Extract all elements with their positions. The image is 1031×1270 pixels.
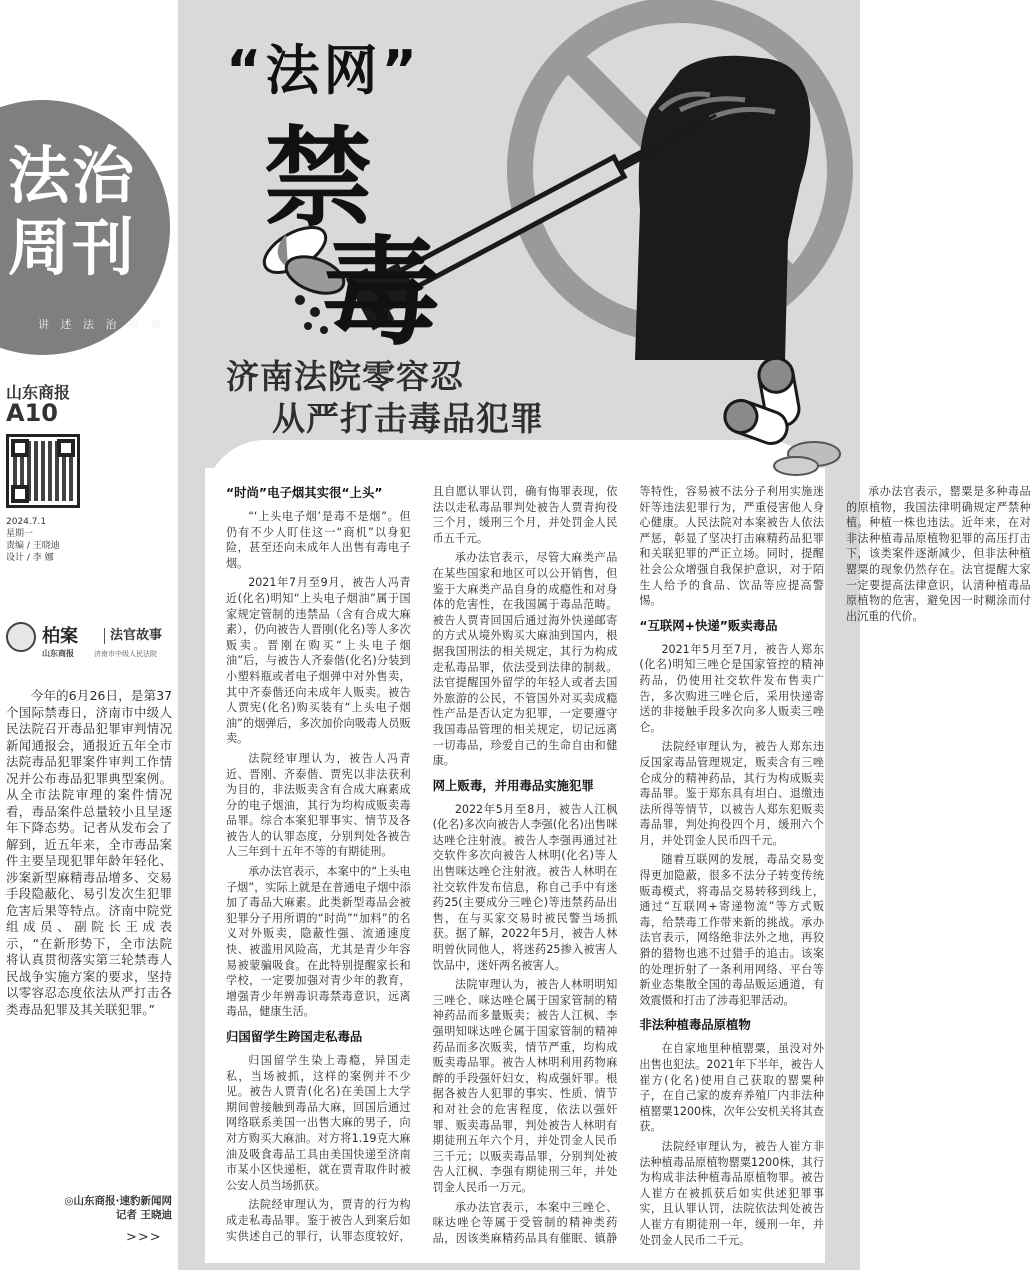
column-sub-left: 山东商报 xyxy=(42,649,74,658)
raised-fist-icon xyxy=(635,56,810,360)
column-badge xyxy=(6,622,174,668)
lead-credit-reporter: 记者 王晓迪 xyxy=(115,1209,172,1221)
lead-credit xyxy=(6,1194,172,1222)
article-body xyxy=(226,484,1031,1254)
section-paragraph: 法院经审理认为，被告人冯青近、晋刚、齐泰偕、贾宪以非法获利为目的，非法贩卖含有合成大麻素成分的电子烟油，其行为均构成贩卖毒品罪。综合本案犯罪事实、情节及各被告人的认罪态度，分别判处各被告人三年到十五年不等的有期徒刑。 xyxy=(226,751,411,859)
section-paragraph: 承办法官表示，本案中的“上头电子烟”，实际上就是在普通电子烟中添加了毒品大麻素。此类新型毒品会被犯罪分子用所谓的“时尚”“加料”的名义对外贩卖，隐蔽性强、流通速度快、被滥用风险高，尤其是青少年容易被蒙骗吸食。在此特别提醒家长和学校，一定要加强对青少年的教育，增强青少年辨毒识毒禁毒意识，远离毒品，健康生活。 xyxy=(226,865,411,1019)
masthead-title-line1: 法治 xyxy=(8,139,137,212)
masthead-title-line2: 周刊 xyxy=(8,211,137,284)
section-paragraph: 2021年7月至9月，被告人冯青近(化名)明知“上头电子烟油”属于国家规定管制的违禁品（含有合成大麻素），仍向被告人晋刚(化名)等人多次贩卖。晋刚在购买“上头电子烟油”后，与被告人齐泰偕(化名)分装到小塑料瓶或者电子烟弹中对外售卖，其中齐泰偕还向未成年人贩卖。被告人贾宪(化名)购买装有“上头电子烟油”的烟弹后，多次加价向吸毒人员贩卖。 xyxy=(226,576,411,746)
issue-date: 2024.7.1 xyxy=(6,517,47,527)
section-paragraph: 承办法官表示，尽管大麻类产品在某些国家和地区可以公开销售，但鉴于大麻类产品自身的成瘾性和对身体的危害性，在我国属于毒品范畴。被告人贾青回国后通过海外快递邮寄的方式从境外购买大麻油到国内，根据我国刑法的相关规定，其行为构成走私毒品罪，依法受到法律的制裁。法官提醒国外留学的年轻人或者去国外旅游的公民，不管国外对买卖成瘾性产品是否认定为犯罪，一定要遵守我国毒品管理的相关规定，切记远离一切毒品，珍爱自己的生命自由和健康。 xyxy=(432,551,618,768)
hero-tag: “法网” xyxy=(226,39,421,102)
section-paragraph: “‘上头电子烟’是毒不是烟”。但仍有不少人盯住这一“商机”以身犯险，甚至还向未成年人出售有毒电子烟。 xyxy=(226,510,411,570)
section-paragraph: 随着互联网的发展，毒品交易变得更加隐蔽，很多不法分子转变传统贩毒模式，将毒品交易转移到线上，通过“互联网+寄递物流”等方式贩毒，给禁毒工作带来新的挑战。承办法官表示，网络绝非法外之地，再狡猾的猎物也逃不过猎手的追击。该案的处理折射了一条利用网络、平台等新业态集散全国的毒品贩运通道，有效震慑和打击了涉毒犯罪活动。 xyxy=(639,853,824,1007)
section-paragraph: 法院经审理认为，被告人崔方非法种植毒品原植物罂粟1200株，其行为构成非法种植毒品原植物罪。被告人崔方在被抓获后如实供述犯罪事实，且认罪认罚，法院依法判处被告人崔方有期徒刑一年，缓刑一年，并处罚金人民币二千元。 xyxy=(639,1139,824,1247)
pills-illustration xyxy=(718,350,850,478)
section-heading: 归国留学生跨国走私毒品 xyxy=(226,1029,363,1044)
section-paragraph: 法院经审理认为，贾青的行为构成走私毒品罪。鉴于被告人到案后如实供述自己的罪行，认罪态度较好，且自愿认罪认罚，确有悔罪表现，依法以走私毒品罪判处被告人贾青拘役三个月，缓刑三个月，并处罚金人民币五千元。 xyxy=(226,485,618,1243)
section-paragraph: 在自家地里种植罂粟，虽没对外出售也犯法。2021年下半年，被告人崔方(化名)使用自己获取的罂粟种子，在自己家的废弃养殖厂内非法种植罂粟1200株，次年公安机关将其查获。 xyxy=(639,1042,824,1134)
section-paragraph: 归国留学生染上毒瘾，异国走私，当场被抓，这样的案例并不少见。被告人贾青(化名)在美国上大学期间曾接触到毒品大麻，回国后通过网络联系美国一出售大麻的男子，向对方购买大麻油。对方将1.19克大麻油及吸食毒品工具由美国快递至济南市某小区快递柜，就在贾青取件时被公安人员当场抓获。 xyxy=(226,1054,411,1192)
masthead-slogan: 讲 述 法 治 故 事 xyxy=(38,318,166,331)
headline-line1: 济南法院零容忍 xyxy=(226,357,464,396)
issue-weekday: 星期一 xyxy=(6,529,34,539)
column-sub-right: 济南市中级人民法院 xyxy=(94,650,157,658)
section-heading: “互联网+快递”贩卖毒品 xyxy=(639,617,778,633)
section-heading: 网上贩毒，并用毒品实施犯罪 xyxy=(432,777,594,793)
masthead-title xyxy=(8,140,136,284)
column-story-label: 法官故事 xyxy=(110,628,163,643)
continue-arrows[interactable]: >>> xyxy=(126,1230,162,1245)
tablet-icon xyxy=(774,442,840,475)
paper-name: 山东商报 xyxy=(6,383,71,402)
section-paragraph: 承办法官表示，罂粟是多种毒品的原植物，我国法律明确规定严禁种植。种植一株也违法。近年来，在对非法种植毒品原植物犯罪的高压打击下，该类案件逐渐减少，但非法种植罂粟的现象仍然存在。法官提醒大家一定要提高法律意识，认清种植毒品原植物的危害，避免因一时糊涂而付出沉重的代价。 xyxy=(845,485,1031,623)
section-paragraph: 2021年5月至7月，被告人郑东(化名)明知三唑仑是国家管控的精神药品，仍使用社交软件发布售卖广告，多次购进三唑仑后，采用快递寄送的非接触手段多次向多人贩卖三唑仑。 xyxy=(639,642,824,734)
section-heading: 非法种植毒品原植物 xyxy=(639,1017,751,1033)
qr-finder-icon xyxy=(11,485,29,503)
issue-designer: 设计 / 李 娜 xyxy=(6,553,54,563)
section-paragraph: 法院审理认为，被告人林明明知三唑仑、咪达唑仑属于国家管制的精神药品而多量贩卖；被告人江枫、李强明知咪达唑仑属于国家管制的精神药品而多次贩卖，情节严重，均构成贩卖毒品罪。被告人林明利用药物麻醉的手段强奸妇女，构成强奸罪。根据各被告人犯罪的事实、性质、情节和对社会的危害程度，依法以强奸罪、贩卖毒品罪，判处被告人林明有期徒刑五年六个月，并处罚金人民币三千元；以贩卖毒品罪，分别判处被告人江枫、李强有期徒刑三年，并处罚金人民币一万元。 xyxy=(432,978,618,1194)
court-emblem-icon xyxy=(6,622,36,652)
hero-char-drug: 毒 xyxy=(322,224,441,362)
qr-finder-icon xyxy=(11,439,29,457)
column-divider xyxy=(104,628,105,644)
hero-char-prohibit: 禁 xyxy=(264,117,373,242)
headline-line2: 从严打击毒品犯罪 xyxy=(272,399,544,438)
issue-editor: 责编 / 王晓迪 xyxy=(6,541,60,551)
section-paragraph: 法院经审理认为，被告人郑东违反国家毒品管理规定，贩卖含有三唑仑成分的精神药品，其行为构成贩卖毒品罪。鉴于郑东具有坦白、退缴违法所得等情节，以被告人郑东犯贩卖毒品罪，判处拘役四个月，缓刑六个月，并处罚金人民币四千元。 xyxy=(639,740,824,847)
section-paragraph: 承办法官表示，本案中三唑仑、咪达唑仑等属于受管制的精神类药品，因该类麻精药品具有催眠、镇静等特性，容易被不法分子利用实施迷奸等违法犯罪行为，严重侵害他人身心健康。人民法院对本案被告人依法严惩，彰显了坚决打击麻精药品犯罪和关联犯罪的严正立场。同时，提醒社会公众增强自我保护意识，对于陌生人给予的食品、饮品等应提高警惕。 xyxy=(432,485,824,1245)
qr-code-icon[interactable] xyxy=(6,434,80,508)
headline xyxy=(226,356,544,440)
page-code: A10 xyxy=(6,399,58,427)
lead-credit-source: ◎山东商报·速豹新闻网 xyxy=(64,1195,172,1207)
column-name: 柏案 xyxy=(42,626,78,647)
issue-meta xyxy=(6,516,60,564)
section-heading: “时尚”电子烟其实很“上头” xyxy=(226,485,383,500)
section-paragraph: 2022年5月至8月，被告人江枫(化名)多次向被告人李强(化名)出售咪达唑仑注射液。被告人李强再通过社交软件多次向被告人林明(化名)等人出售咪达唑仑注射液。被告人林明在社交软件发布信息，称自己手中有迷药25(主要成分三唑仑)等违禁药品出售，在与买家交易时被民警当场抓获。据了解，2022年5月，被告人林明曾伙同他人，将迷药25掺入被害人饮品中，迷奸两名被害人。 xyxy=(432,802,618,972)
qr-finder-icon xyxy=(57,439,75,457)
lead-paragraph: 今年的6月26日，是第37个国际禁毒日，济南市中级人民法院召开毒品犯罪审判情况新闻通报会，通报近五年全市法院毒品犯罪案件审判工作情况并公布毒品犯罪典型案例。从全市法院审理的案件情况看，毒品案件总量较小且呈逐年下降态势。记者从发布会了解到，近五年来，全市毒品案件主要呈现犯罪年龄年轻化、涉案新型麻精毒品增多、交易手段隐蔽化、易引发次生犯罪危害后果等特点。济南中院党组成员、副院长王成表示，“在新形势下，全市法院将认真贯彻落实第三轮禁毒人民战争实施方案的要求，坚持以零容忍态度依法从严打击各类毒品犯罪及其关联犯罪。” xyxy=(6,688,172,1017)
